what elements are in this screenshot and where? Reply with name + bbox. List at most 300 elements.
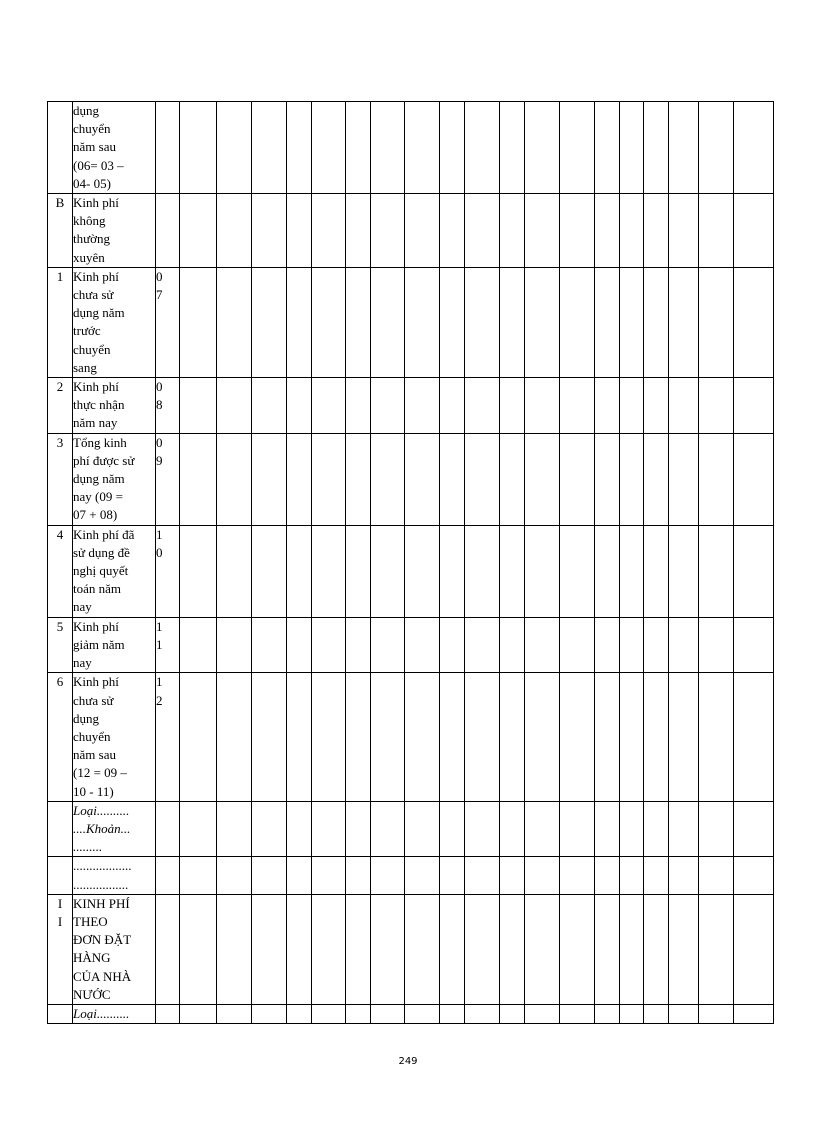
value-cell bbox=[595, 267, 620, 377]
value-cell bbox=[371, 894, 405, 1004]
value-cell bbox=[312, 1004, 346, 1023]
value-cell bbox=[699, 857, 734, 894]
value-cell bbox=[734, 894, 774, 1004]
row-label-line: phí được sử bbox=[73, 452, 135, 468]
value-cell bbox=[500, 267, 525, 377]
row-label-line: ................. bbox=[73, 876, 129, 892]
row-label bbox=[73, 378, 156, 434]
value-cell bbox=[525, 801, 560, 857]
row-label-line: Kinh phí bbox=[73, 379, 119, 395]
row-label-line: KINH PHÍ bbox=[73, 895, 130, 911]
value-cell bbox=[734, 525, 774, 617]
value-cell bbox=[669, 102, 699, 194]
row-label-line: THEO bbox=[73, 913, 108, 929]
value-cell bbox=[346, 801, 371, 857]
value-cell bbox=[371, 525, 405, 617]
value-cell bbox=[525, 194, 560, 268]
value-cell bbox=[620, 194, 644, 268]
row-number bbox=[48, 102, 73, 194]
value-cell bbox=[620, 801, 644, 857]
value-cell bbox=[312, 617, 346, 673]
value-cell bbox=[669, 801, 699, 857]
value-cell bbox=[180, 194, 217, 268]
value-cell bbox=[217, 194, 252, 268]
row-number-char: 2 bbox=[56, 379, 64, 395]
value-cell bbox=[287, 801, 312, 857]
value-cell bbox=[287, 194, 312, 268]
value-cell bbox=[734, 102, 774, 194]
value-cell bbox=[217, 673, 252, 801]
row-label-line: 04- 05) bbox=[73, 175, 111, 191]
value-cell bbox=[595, 894, 620, 1004]
row-label-line: Kinh phí bbox=[73, 618, 119, 634]
value-cell bbox=[217, 617, 252, 673]
value-cell bbox=[371, 433, 405, 525]
value-cell bbox=[595, 102, 620, 194]
value-cell bbox=[252, 102, 287, 194]
row-number bbox=[48, 378, 73, 434]
value-cell bbox=[699, 617, 734, 673]
value-cell bbox=[669, 267, 699, 377]
value-cell bbox=[252, 194, 287, 268]
value-cell bbox=[620, 617, 644, 673]
row-label-line: dụng bbox=[73, 103, 99, 118]
value-cell bbox=[312, 801, 346, 857]
value-cell bbox=[525, 433, 560, 525]
value-cell bbox=[465, 194, 500, 268]
row-label-line: năm nay bbox=[73, 415, 118, 431]
value-cell bbox=[440, 102, 465, 194]
row-number-char: 5 bbox=[56, 618, 64, 634]
value-cell bbox=[560, 673, 595, 801]
value-cell bbox=[287, 894, 312, 1004]
value-cell bbox=[346, 525, 371, 617]
row-code-digit: 1 bbox=[156, 636, 163, 652]
row-code-digit: 7 bbox=[156, 287, 163, 303]
value-cell bbox=[252, 433, 287, 525]
value-cell bbox=[180, 525, 217, 617]
value-cell bbox=[287, 673, 312, 801]
row-number-char: I bbox=[57, 913, 63, 929]
value-cell bbox=[595, 617, 620, 673]
report-table bbox=[47, 101, 774, 1024]
row-label-line: Kinh phí đã bbox=[73, 526, 135, 542]
value-cell bbox=[525, 617, 560, 673]
value-cell bbox=[620, 894, 644, 1004]
value-cell bbox=[217, 433, 252, 525]
value-cell bbox=[405, 617, 440, 673]
value-cell bbox=[371, 194, 405, 268]
value-cell bbox=[371, 617, 405, 673]
row-label-line: chưa sử bbox=[73, 692, 114, 708]
value-cell bbox=[440, 525, 465, 617]
value-cell bbox=[405, 102, 440, 194]
value-cell bbox=[405, 433, 440, 525]
value-cell bbox=[465, 673, 500, 801]
row-label-line: trước bbox=[73, 323, 101, 339]
row-number bbox=[48, 801, 73, 857]
table-row bbox=[48, 267, 774, 377]
value-cell bbox=[699, 525, 734, 617]
value-cell bbox=[252, 378, 287, 434]
value-cell bbox=[465, 433, 500, 525]
row-label-line: không bbox=[73, 213, 106, 229]
value-cell bbox=[312, 267, 346, 377]
value-cell bbox=[252, 1004, 287, 1023]
row-label bbox=[73, 1004, 156, 1023]
row-number-char: 3 bbox=[56, 434, 64, 450]
value-cell bbox=[734, 801, 774, 857]
value-cell bbox=[734, 378, 774, 434]
row-code bbox=[156, 673, 180, 801]
value-cell bbox=[699, 801, 734, 857]
row-label-line: nay bbox=[73, 655, 92, 671]
value-cell bbox=[500, 617, 525, 673]
row-label-line: sang bbox=[73, 359, 97, 375]
value-cell bbox=[217, 267, 252, 377]
row-number bbox=[48, 267, 73, 377]
value-cell bbox=[500, 673, 525, 801]
value-cell bbox=[312, 857, 346, 894]
row-label-line: dụng năm bbox=[73, 471, 125, 487]
row-label bbox=[73, 102, 156, 194]
row-label bbox=[73, 857, 156, 894]
value-cell bbox=[312, 102, 346, 194]
value-cell bbox=[287, 433, 312, 525]
value-cell bbox=[217, 102, 252, 194]
value-cell bbox=[620, 378, 644, 434]
row-label-line: nghị quyết bbox=[73, 563, 129, 579]
row-number bbox=[48, 857, 73, 894]
row-label-line: 10 - 11) bbox=[73, 783, 114, 799]
row-code bbox=[156, 1004, 180, 1023]
row-number-char: 1 bbox=[56, 268, 64, 284]
row-label-line: ĐƠN ĐẶT bbox=[73, 932, 132, 948]
value-cell bbox=[346, 102, 371, 194]
value-cell bbox=[287, 617, 312, 673]
value-cell bbox=[699, 894, 734, 1004]
value-cell bbox=[734, 857, 774, 894]
value-cell bbox=[465, 617, 500, 673]
row-code-digit: 1 bbox=[156, 618, 163, 634]
row-code bbox=[156, 194, 180, 268]
value-cell bbox=[560, 433, 595, 525]
value-cell bbox=[252, 857, 287, 894]
value-cell bbox=[500, 194, 525, 268]
row-number bbox=[48, 617, 73, 673]
value-cell bbox=[525, 378, 560, 434]
row-label bbox=[73, 617, 156, 673]
value-cell bbox=[595, 194, 620, 268]
value-cell bbox=[180, 102, 217, 194]
value-cell bbox=[346, 1004, 371, 1023]
row-label-line: CỦA NHÀ bbox=[73, 968, 132, 984]
value-cell bbox=[669, 673, 699, 801]
value-cell bbox=[595, 857, 620, 894]
value-cell bbox=[620, 102, 644, 194]
value-cell bbox=[595, 673, 620, 801]
row-code bbox=[156, 433, 180, 525]
value-cell bbox=[560, 1004, 595, 1023]
value-cell bbox=[405, 857, 440, 894]
table-row bbox=[48, 433, 774, 525]
value-cell bbox=[312, 894, 346, 1004]
value-cell bbox=[180, 801, 217, 857]
row-label bbox=[73, 194, 156, 268]
value-cell bbox=[465, 267, 500, 377]
value-cell bbox=[500, 525, 525, 617]
value-cell bbox=[644, 801, 669, 857]
value-cell bbox=[312, 433, 346, 525]
row-label-line: (12 = 09 – bbox=[73, 765, 127, 781]
value-cell bbox=[620, 673, 644, 801]
row-label bbox=[73, 525, 156, 617]
value-cell bbox=[620, 857, 644, 894]
row-label bbox=[73, 673, 156, 801]
value-cell bbox=[620, 433, 644, 525]
row-label-line: chưa sử bbox=[73, 287, 114, 303]
row-label bbox=[73, 894, 156, 1004]
value-cell bbox=[346, 378, 371, 434]
value-cell bbox=[440, 801, 465, 857]
row-number-char: 4 bbox=[56, 526, 64, 542]
value-cell bbox=[371, 378, 405, 434]
row-code-digit: 0 bbox=[156, 544, 163, 560]
value-cell bbox=[440, 1004, 465, 1023]
value-cell bbox=[734, 673, 774, 801]
value-cell bbox=[465, 894, 500, 1004]
value-cell bbox=[252, 617, 287, 673]
value-cell bbox=[287, 1004, 312, 1023]
value-cell bbox=[405, 525, 440, 617]
value-cell bbox=[440, 267, 465, 377]
row-number bbox=[48, 894, 73, 1004]
value-cell bbox=[217, 801, 252, 857]
value-cell bbox=[699, 102, 734, 194]
value-cell bbox=[734, 1004, 774, 1023]
row-number bbox=[48, 433, 73, 525]
value-cell bbox=[440, 857, 465, 894]
value-cell bbox=[440, 617, 465, 673]
value-cell bbox=[560, 102, 595, 194]
value-cell bbox=[180, 673, 217, 801]
value-cell bbox=[699, 433, 734, 525]
value-cell bbox=[465, 801, 500, 857]
value-cell bbox=[217, 894, 252, 1004]
value-cell bbox=[405, 378, 440, 434]
value-cell bbox=[465, 525, 500, 617]
row-code bbox=[156, 102, 180, 194]
row-label-line: thường bbox=[73, 231, 111, 247]
value-cell bbox=[180, 267, 217, 377]
value-cell bbox=[371, 1004, 405, 1023]
value-cell bbox=[217, 1004, 252, 1023]
value-cell bbox=[312, 194, 346, 268]
value-cell bbox=[560, 194, 595, 268]
value-cell bbox=[252, 673, 287, 801]
row-label-line: chuyển bbox=[73, 121, 111, 137]
value-cell bbox=[346, 673, 371, 801]
row-code bbox=[156, 267, 180, 377]
page-number: 249 bbox=[398, 1056, 418, 1067]
value-cell bbox=[560, 378, 595, 434]
value-cell bbox=[371, 267, 405, 377]
value-cell bbox=[217, 857, 252, 894]
row-label-line: Loại.......... bbox=[73, 802, 130, 818]
row-label-line: năm sau bbox=[73, 747, 116, 763]
row-label-line: Kinh phí bbox=[73, 195, 119, 211]
value-cell bbox=[371, 801, 405, 857]
value-cell bbox=[699, 267, 734, 377]
row-code-digit: 0 bbox=[156, 268, 163, 284]
value-cell bbox=[440, 433, 465, 525]
value-cell bbox=[560, 801, 595, 857]
value-cell bbox=[440, 673, 465, 801]
row-label-line: Kinh phí bbox=[73, 674, 119, 690]
value-cell bbox=[620, 1004, 644, 1023]
row-code-digit: 9 bbox=[156, 452, 163, 468]
value-cell bbox=[595, 1004, 620, 1023]
value-cell bbox=[217, 378, 252, 434]
value-cell bbox=[644, 102, 669, 194]
value-cell bbox=[180, 857, 217, 894]
value-cell bbox=[346, 267, 371, 377]
value-cell bbox=[440, 894, 465, 1004]
row-label-line: giảm năm bbox=[73, 636, 125, 652]
row-label-line: năm sau bbox=[73, 139, 116, 155]
value-cell bbox=[287, 102, 312, 194]
value-cell bbox=[287, 525, 312, 617]
value-cell bbox=[560, 267, 595, 377]
value-cell bbox=[252, 267, 287, 377]
value-cell bbox=[312, 525, 346, 617]
value-cell bbox=[644, 525, 669, 617]
row-code-digit: 1 bbox=[156, 674, 163, 690]
value-cell bbox=[669, 857, 699, 894]
value-cell bbox=[525, 525, 560, 617]
row-code-digit: 0 bbox=[156, 379, 163, 395]
row-number bbox=[48, 673, 73, 801]
value-cell bbox=[465, 857, 500, 894]
value-cell bbox=[500, 433, 525, 525]
value-cell bbox=[699, 378, 734, 434]
row-label-line: Tổng kinh bbox=[73, 434, 127, 450]
table-row bbox=[48, 673, 774, 801]
value-cell bbox=[180, 894, 217, 1004]
row-code-digit: 1 bbox=[156, 526, 163, 542]
value-cell bbox=[500, 801, 525, 857]
value-cell bbox=[346, 857, 371, 894]
row-code bbox=[156, 378, 180, 434]
value-cell bbox=[180, 1004, 217, 1023]
value-cell bbox=[560, 617, 595, 673]
row-number bbox=[48, 194, 73, 268]
value-cell bbox=[644, 857, 669, 894]
row-number-char: I bbox=[57, 895, 63, 911]
row-label-line: ......... bbox=[73, 839, 103, 855]
value-cell bbox=[669, 194, 699, 268]
value-cell bbox=[699, 1004, 734, 1023]
value-cell bbox=[312, 378, 346, 434]
value-cell bbox=[699, 673, 734, 801]
value-cell bbox=[525, 673, 560, 801]
value-cell bbox=[371, 102, 405, 194]
value-cell bbox=[644, 194, 669, 268]
row-label-line: toán năm bbox=[73, 581, 122, 597]
value-cell bbox=[500, 102, 525, 194]
value-cell bbox=[644, 378, 669, 434]
value-cell bbox=[465, 378, 500, 434]
value-cell bbox=[440, 378, 465, 434]
row-number bbox=[48, 1004, 73, 1023]
table-row bbox=[48, 894, 774, 1004]
row-label bbox=[73, 433, 156, 525]
value-cell bbox=[252, 894, 287, 1004]
row-number bbox=[48, 525, 73, 617]
value-cell bbox=[734, 433, 774, 525]
row-label-line: chuyển bbox=[73, 728, 111, 744]
value-cell bbox=[734, 267, 774, 377]
table-row bbox=[48, 525, 774, 617]
row-label-line: Loại.......... bbox=[73, 1005, 130, 1021]
value-cell bbox=[346, 433, 371, 525]
row-label-line: NƯỚC bbox=[73, 986, 111, 1002]
row-code-digit: 8 bbox=[156, 397, 163, 413]
row-code bbox=[156, 894, 180, 1004]
value-cell bbox=[595, 801, 620, 857]
table-row bbox=[48, 378, 774, 434]
value-cell bbox=[669, 617, 699, 673]
value-cell bbox=[644, 1004, 669, 1023]
row-number-char: 6 bbox=[56, 674, 64, 690]
row-code bbox=[156, 801, 180, 857]
value-cell bbox=[525, 102, 560, 194]
value-cell bbox=[500, 857, 525, 894]
value-cell bbox=[346, 617, 371, 673]
value-cell bbox=[620, 525, 644, 617]
value-cell bbox=[560, 894, 595, 1004]
value-cell bbox=[525, 857, 560, 894]
value-cell bbox=[371, 857, 405, 894]
value-cell bbox=[669, 525, 699, 617]
value-cell bbox=[734, 194, 774, 268]
value-cell bbox=[287, 857, 312, 894]
row-label-line: HÀNG bbox=[73, 950, 111, 966]
value-cell bbox=[180, 378, 217, 434]
value-cell bbox=[252, 525, 287, 617]
row-code-digit: 0 bbox=[156, 434, 163, 450]
value-cell bbox=[595, 433, 620, 525]
table-row bbox=[48, 857, 774, 894]
row-code-digit: 2 bbox=[156, 692, 163, 708]
table-row bbox=[48, 1004, 774, 1023]
row-label-line: (06= 03 – bbox=[73, 157, 124, 173]
value-cell bbox=[405, 267, 440, 377]
value-cell bbox=[525, 1004, 560, 1023]
value-cell bbox=[734, 617, 774, 673]
value-cell bbox=[312, 673, 346, 801]
row-label-line: 07 + 08) bbox=[73, 507, 118, 523]
row-label-line: dụng bbox=[73, 710, 99, 726]
row-label-line: dụng năm bbox=[73, 305, 125, 321]
value-cell bbox=[500, 1004, 525, 1023]
value-cell bbox=[560, 857, 595, 894]
value-cell bbox=[465, 1004, 500, 1023]
row-label-line: ....Khoản... bbox=[73, 820, 131, 836]
value-cell bbox=[287, 267, 312, 377]
row-label-line: xuyên bbox=[73, 249, 105, 265]
row-label-line: .................. bbox=[73, 858, 132, 874]
